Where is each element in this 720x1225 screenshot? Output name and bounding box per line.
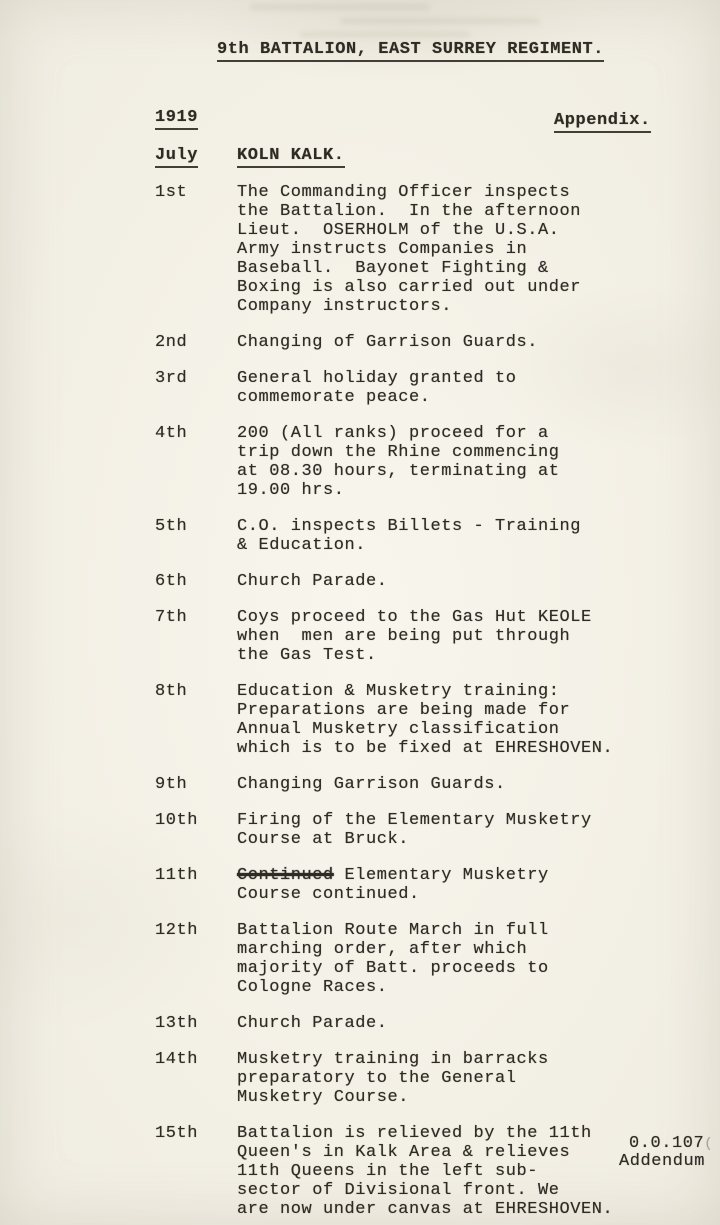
appendix-label: Appendix. bbox=[554, 111, 651, 133]
entry-line: Boxing is also carried out under bbox=[237, 278, 582, 297]
margin-note-addendum: Addendum bbox=[619, 1152, 706, 1171]
entry-line: Baseball. Bayonet Fighting & bbox=[237, 259, 549, 278]
entry-line: preparatory to the General bbox=[237, 1069, 517, 1088]
entry-row bbox=[155, 333, 720, 352]
month-heading: July bbox=[155, 146, 198, 168]
entry-line: Musketry training in barracks bbox=[237, 1050, 549, 1069]
entry-line: trip down the Rhine commencing bbox=[237, 443, 560, 462]
entry-body bbox=[237, 424, 720, 500]
entry-body bbox=[237, 517, 720, 555]
entry-line: which is to be fixed at EHRESHOVEN. bbox=[237, 739, 614, 758]
entry-row bbox=[155, 608, 720, 665]
entry-line: Queen's in Kalk Area & relieves bbox=[237, 1143, 571, 1162]
entry-line: Church Parade. bbox=[237, 1014, 388, 1033]
bleed-through-ghosting bbox=[300, 32, 470, 37]
entry-line: commemorate peace. bbox=[237, 388, 431, 407]
entry-line: Course at Bruck. bbox=[237, 830, 410, 849]
entry-body bbox=[237, 921, 720, 997]
entry-line: sector of Divisional front. We bbox=[237, 1181, 560, 1200]
entry-line: 19.00 hrs. bbox=[237, 481, 345, 500]
entry-day: 4th bbox=[155, 424, 188, 443]
margin-note-reference-text: 0.0.107 bbox=[629, 1134, 705, 1153]
entry-line: 200 (All ranks) proceed for a bbox=[237, 424, 549, 443]
entry-line: The Commanding Officer inspects bbox=[237, 183, 571, 202]
entry-line: marching order, after which bbox=[237, 940, 528, 959]
entry-day: 6th bbox=[155, 572, 188, 591]
entry-line: Battalion Route March in full bbox=[237, 921, 549, 940]
entry-day: 12th bbox=[155, 921, 199, 940]
bleed-through-ghosting bbox=[340, 18, 540, 24]
entry-day: 10th bbox=[155, 811, 199, 830]
entry-row bbox=[155, 682, 720, 758]
entry-body bbox=[237, 811, 720, 849]
entry-line: at 08.30 hours, terminating at bbox=[237, 462, 560, 481]
entry-day: 7th bbox=[155, 608, 188, 627]
entry-line: Church Parade. bbox=[237, 572, 388, 591]
entry-row bbox=[155, 572, 720, 591]
entry-line: the Gas Test. bbox=[237, 646, 377, 665]
entry-day: 5th bbox=[155, 517, 188, 536]
entry-body bbox=[237, 1014, 720, 1033]
margin-note-reference bbox=[629, 1134, 713, 1153]
entry-day: 1st bbox=[155, 183, 188, 202]
entry-row bbox=[155, 921, 720, 997]
entry-line: Cologne Races. bbox=[237, 978, 388, 997]
entry-line: Changing Garrison Guards. bbox=[237, 775, 506, 794]
entry-row bbox=[155, 183, 720, 316]
entry-day: 14th bbox=[155, 1050, 199, 1069]
entry-day: 9th bbox=[155, 775, 188, 794]
page-title: 9th BATTALION, EAST SURREY REGIMENT. bbox=[217, 40, 604, 62]
entry-line: Firing of the Elementary Musketry bbox=[237, 811, 592, 830]
entry-body bbox=[237, 183, 720, 316]
entry-row bbox=[155, 811, 720, 849]
entry-line bbox=[237, 866, 720, 885]
entry-row bbox=[155, 1050, 720, 1107]
entry-line: Education & Musketry training: bbox=[237, 682, 560, 701]
entry-day: 2nd bbox=[155, 333, 188, 352]
entry-line: Battalion is relieved by the 11th bbox=[237, 1124, 592, 1143]
entry-day: 8th bbox=[155, 682, 188, 701]
entry-line: Annual Musketry classification bbox=[237, 720, 560, 739]
entry-body bbox=[237, 572, 720, 591]
entry-day: 11th bbox=[155, 866, 199, 885]
year-heading: 1919 bbox=[155, 108, 198, 130]
entry-line: Army instructs Companies in bbox=[237, 240, 528, 259]
entry-line: majority of Batt. proceeds to bbox=[237, 959, 549, 978]
entry-line: Musketry Course. bbox=[237, 1088, 410, 1107]
entry-row bbox=[155, 775, 720, 794]
entry-line: 11th Queens in the left sub- bbox=[237, 1162, 539, 1181]
entry-day: 13th bbox=[155, 1014, 199, 1033]
stray-typed-mark: ( bbox=[704, 1136, 714, 1152]
entry-row bbox=[155, 866, 720, 904]
entry-body bbox=[237, 866, 720, 904]
entry-body bbox=[237, 369, 720, 407]
entry-line: are now under canvas at EHRESHOVEN. bbox=[237, 1200, 614, 1219]
entry-line: General holiday granted to bbox=[237, 369, 517, 388]
entry-day: 3rd bbox=[155, 369, 188, 388]
entry-line: when men are being put through bbox=[237, 627, 571, 646]
entry-body bbox=[237, 682, 720, 758]
entry-line: Preparations are being made for bbox=[237, 701, 571, 720]
entry-body bbox=[237, 775, 720, 794]
bleed-through-ghosting bbox=[250, 4, 430, 10]
entry-day: 15th bbox=[155, 1124, 199, 1143]
entry-row bbox=[155, 424, 720, 500]
entry-body bbox=[237, 333, 720, 352]
entry-line: Company instructors. bbox=[237, 297, 453, 316]
struck-out-word: Continued bbox=[237, 866, 334, 885]
entry-row bbox=[155, 369, 720, 407]
entry-row bbox=[155, 517, 720, 555]
entry-line: Changing of Garrison Guards. bbox=[237, 333, 539, 352]
entry-line: the Battalion. In the afternoon bbox=[237, 202, 582, 221]
entry-line: Lieut. OSERHOLM of the U.S.A. bbox=[237, 221, 560, 240]
entry-line: C.O. inspects Billets - Training bbox=[237, 517, 582, 536]
entry-body bbox=[237, 1050, 720, 1107]
location-heading: KOLN KALK. bbox=[237, 146, 345, 168]
entry-body bbox=[237, 608, 720, 665]
entry-text: Elementary Musketry bbox=[333, 866, 549, 885]
entry-row bbox=[155, 1014, 720, 1033]
diary-entries bbox=[0, 183, 720, 1225]
entry-line: Coys proceed to the Gas Hut KEOLE bbox=[237, 608, 592, 627]
entry-line: & Education. bbox=[237, 536, 367, 555]
entry-line: Course continued. bbox=[237, 885, 420, 904]
